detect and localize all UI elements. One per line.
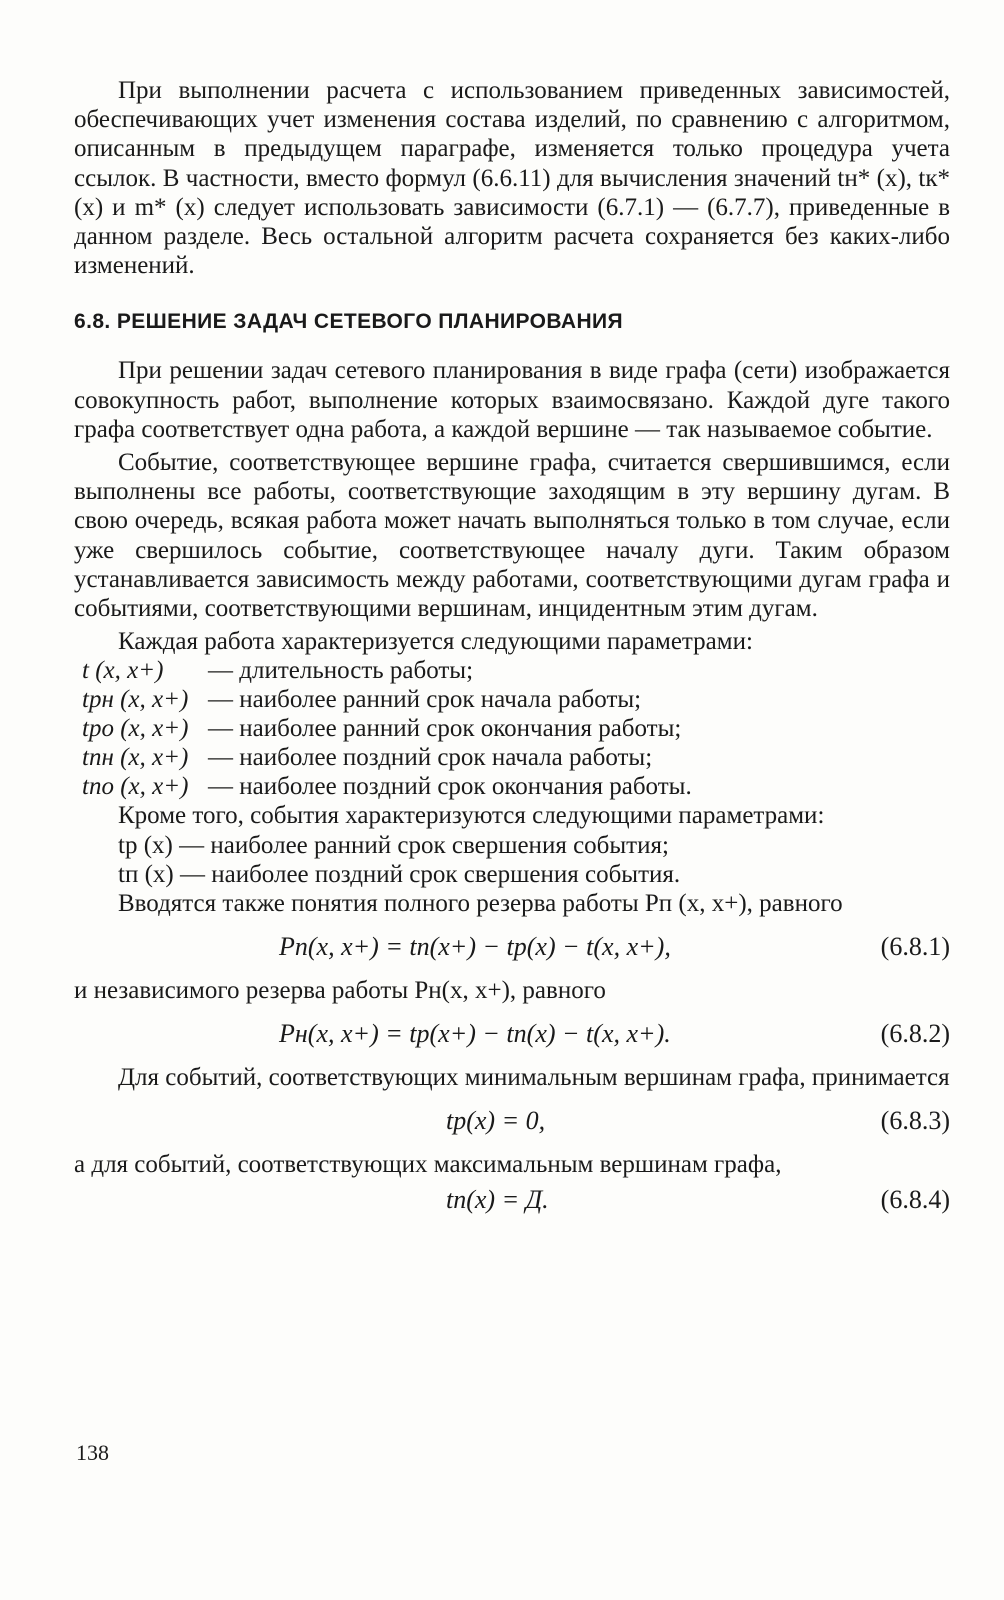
param-description: — наиболее поздний срок начала работы; [208, 744, 653, 772]
paragraph-9: а для событий, соответствующих максимальным вершинам графа, [74, 1151, 782, 1179]
section-heading: 6.8. РЕШЕНИЕ ЗАДАЧ СЕТЕВОГО ПЛАНИРОВАНИЯ [74, 310, 624, 334]
param-row [74, 714, 950, 743]
work-parameters-list [74, 656, 950, 801]
equation-6-8-3 [74, 1092, 950, 1150]
paragraph-8: Для событий, соответствующих минимальным вершинам графа, принимается [118, 1064, 950, 1092]
text-column [74, 76, 950, 1225]
param-row [74, 743, 950, 772]
paragraph-4: Каждая работа характеризуется следующими параметрами: [118, 628, 753, 656]
page-number: 138 [76, 1440, 109, 1465]
paragraph-2: При решении задач сетевого планирования в виде графа (сети) изображается совокупность работ, выполнение которых взаимосвязано. Каждой дуге такого графа соответствует одна работа, а каждой вершине — так называемое событие. [74, 357, 950, 443]
paragraph-5: Кроме того, события характеризуются следующими параметрами: [118, 802, 825, 830]
event-param-row: tп (x) — наиболее поздний срок свершения события. [118, 860, 681, 888]
param-description: — длительность работы; [208, 657, 474, 685]
equation-6-8-2 [74, 1005, 950, 1063]
param-description: — наиболее поздний срок окончания работы. [208, 773, 692, 801]
paragraph-3: Событие, соответствующее вершине графа, считается свершившимся, если выполнены все работы, соответствующие заходящим в эту вершину дугам. В свою очередь, всякая работа может начать выполняться только в том случае, если уже свершилось событие, соответствующее началу дуги. Таким образом устанавливается зависимость между работами, соответствующими дугам графа и событиями, соответствующими вершинам, инцидентным этим дугам. [74, 449, 950, 623]
equation-formula: Рн(x, x+) = tр(x+) − tп(x) − t(x, x+). [279, 1019, 671, 1049]
param-description: — наиболее ранний срок начала работы; [208, 686, 642, 714]
param-row [74, 656, 950, 685]
equation-number: (6.8.2) [880, 1019, 950, 1049]
param-symbol: tро (x, x+) [82, 715, 189, 743]
paragraph-6: Вводятся также понятия полного резерва работы Pп (x, x+), равного [118, 889, 843, 917]
equation-6-8-1 [74, 918, 950, 976]
equation-number: (6.8.4) [880, 1185, 950, 1215]
equation-formula: Рп(x, x+) = tп(x+) − tр(x) − t(x, x+), [279, 931, 671, 961]
paragraph-7: и независимого резерва работы Pн(x, x+), равного [74, 976, 606, 1004]
param-symbol: tпо (x, x+) [82, 773, 189, 801]
event-param-row: tр (x) — наиболее ранний срок свершения события; [118, 831, 669, 859]
param-symbol: tрн (x, x+) [82, 686, 189, 714]
equation-number: (6.8.3) [880, 1106, 950, 1136]
equation-formula: tр(x) = 0, [446, 1106, 546, 1136]
param-row [74, 772, 950, 801]
equation-formula: tп(x) = Д. [446, 1185, 549, 1215]
equation-number: (6.8.1) [880, 931, 950, 961]
paragraph-1: При выполнении расчета с использованием приведенных зависимостей, обеспечивающих учет изменения состава изделий, по сравнению с алгоритмом, описанным в предыдущем параграфе, изменяется только процедура учета ссылок. В частности, вместо формул (6.6.11) для вычисления значений tн* (x), tк* (x) и m* (x) следует использовать зависимости (6.7.1) — (6.7.7), приведенные в данном разделе. Весь остальной алгоритм расчета сохраняется без каких-либо изменений. [74, 77, 950, 280]
param-row [74, 685, 950, 714]
equation-6-8-4 [74, 1179, 950, 1225]
param-symbol: t (x, x+) [82, 657, 164, 685]
param-description: — наиболее ранний срок окончания работы; [208, 715, 682, 743]
param-symbol: tпн (x, x+) [82, 744, 189, 772]
